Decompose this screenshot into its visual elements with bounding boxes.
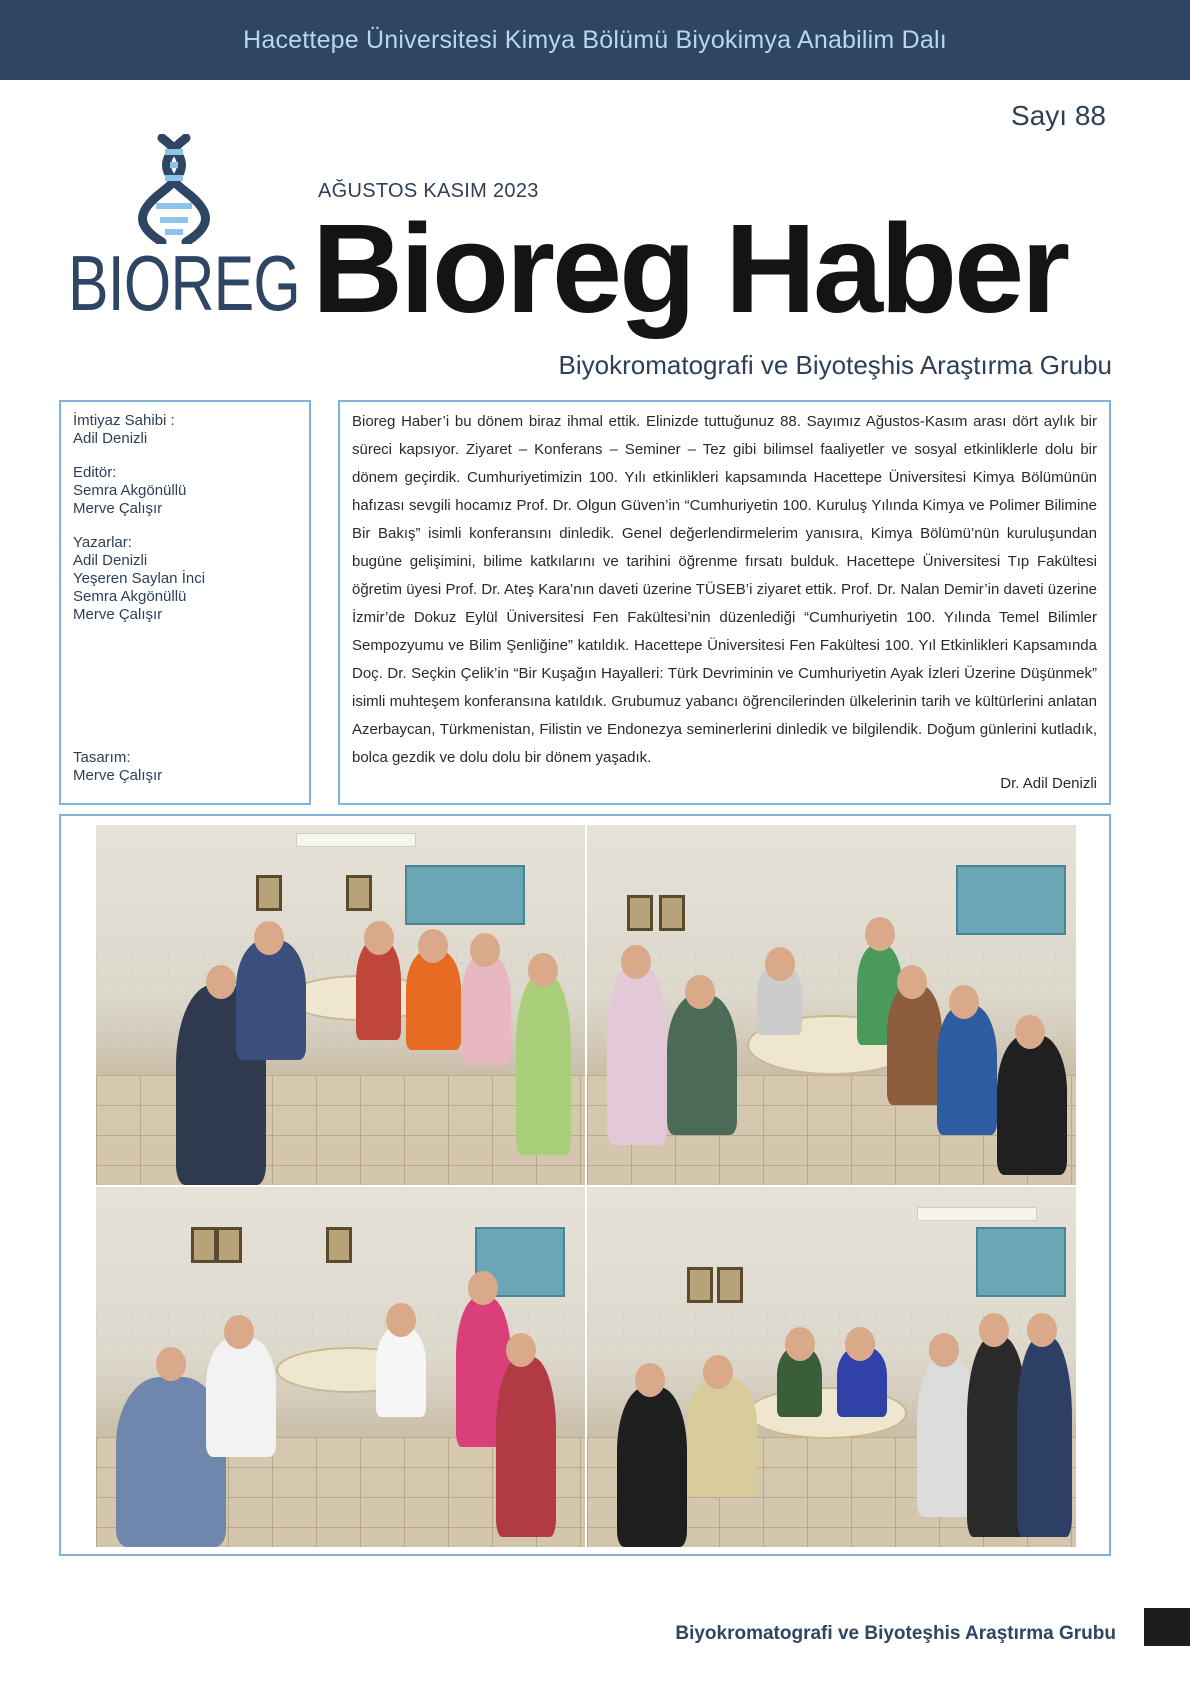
editorial-text: Bioreg Haber’i bu dönem biraz ihmal ettik. Elinizde tuttuğunuz 88. Sayımız Ağustos-Kasım arası dört aylık bir süreci kapsıyor. Ziyaret – Konferans – Seminer – Tez gibi bilimsel faaliyetler ve sosyal etkinliklerle dolu bir dönem geçirdik. Cumhuriyetimizin 100. Yılı etkinlikleri kapsamında Hacettepe Üniversitesi Kimya Bölümünün hafızası sevgili hocamız Prof. Dr. Olgun Güven’in “Cumhuriyetin 100. Kuruluş Yılında Kimya ve Polimer Bilimine Bir Bakış” isimli konferansını dinledik. Genel değerlendirmelerim yanısıra, Kimya Bölümü’nün kuruluşundan bugüne gelişimini, bilime katkılarını ve tarihini öğrenme fırsatı bulduk. Hacettepe Üniversitesi Tıp Fakültesi öğretim üyesi Prof. Dr. Ateş Kara’nın daveti üzerine TÜSEB’i ziyaret ettik. Prof. Dr. Nalan Demir’in daveti üzerine İzmir’de Dokuz Eylül Üniversitesi Fen Fakültesi’nin düzenlediği “Cumhuriyetin 100. Yılında Temel Bilimler Sempozyumu ve Bilim Şenliğine” katıldık. Hacettepe Üniversitesi Fen Fakültesi 100. Yıl Etkinlikleri Kapsamında Doç. Dr. Seçkin Çelik’in “Bir Kuşağın Hayalleri: Türk Devriminin ve Cumhuriyetin Ayak İzleri Üzerine Düşünmek” isimli muhteşem konferansına katıldık. Grubumuz yabancı öğrencilerinden ülkelerinin tarih ve kültürlerini anlatan Azerbaycan, Türkmenistan, Filistin ve Endonezya seminerlerini dinledik ve bilgilendik. Doğum günlerini kutladık, bolca gezdik ve dolu dolu bir dönem yaşadık. [352,413,1097,766]
group-photo [95,1186,586,1548]
design-label: Tasarım: [73,749,131,766]
editorial-box [338,400,1111,805]
owner-name: Adil Denizli [73,430,148,447]
credits-writers [73,534,297,624]
editorial-signature: Dr. Adil Denizli [1000,775,1097,792]
bioreg-logo [68,134,300,334]
group-photo [586,824,1077,1186]
editor-label: Editör: [73,464,117,481]
photo-grid [95,824,1077,1548]
credits-box [59,400,311,805]
writers-label: Yazarlar: [73,534,132,551]
group-photo [95,824,586,1186]
issue-number: Sayı 88 [1011,100,1106,131]
editor-name: Semra Akgönüllü [73,482,187,499]
designer-name: Merve Çalışır [73,767,163,784]
dna-helix-icon [68,134,278,244]
writer-name: Semra Akgönüllü [73,588,187,605]
writer-name: Yeşeren Saylan İnci [73,570,206,587]
footer-text: Biyokromatografi ve Biyoteşhis Araştırma Grubu [675,1623,1116,1644]
credits-design [73,749,162,785]
writer-name: Adil Denizli [73,552,148,569]
credits-editors [73,464,297,518]
editor-name: Merve Çalışır [73,500,163,517]
issue-date: AĞUSTOS KASIM 2023 [318,180,539,202]
writer-name: Merve Çalışır [73,606,163,623]
photo-collage-frame [59,814,1111,1556]
footer-block [1144,1608,1190,1646]
top-banner [0,0,1190,80]
credits-owner [73,412,297,448]
masthead-title: Bioreg Haber [312,198,1068,339]
banner-text: Hacettepe Üniversitesi Kimya Bölümü Biyokimya Anabilim Dalı [243,25,947,54]
masthead-subtitle: Biyokromatografi ve Biyoteşhis Araştırma Grubu [558,350,1112,380]
group-photo [586,1186,1077,1548]
logo-wordmark: BIOREG [68,239,300,327]
owner-label: İmtiyaz Sahibi : [73,412,175,429]
